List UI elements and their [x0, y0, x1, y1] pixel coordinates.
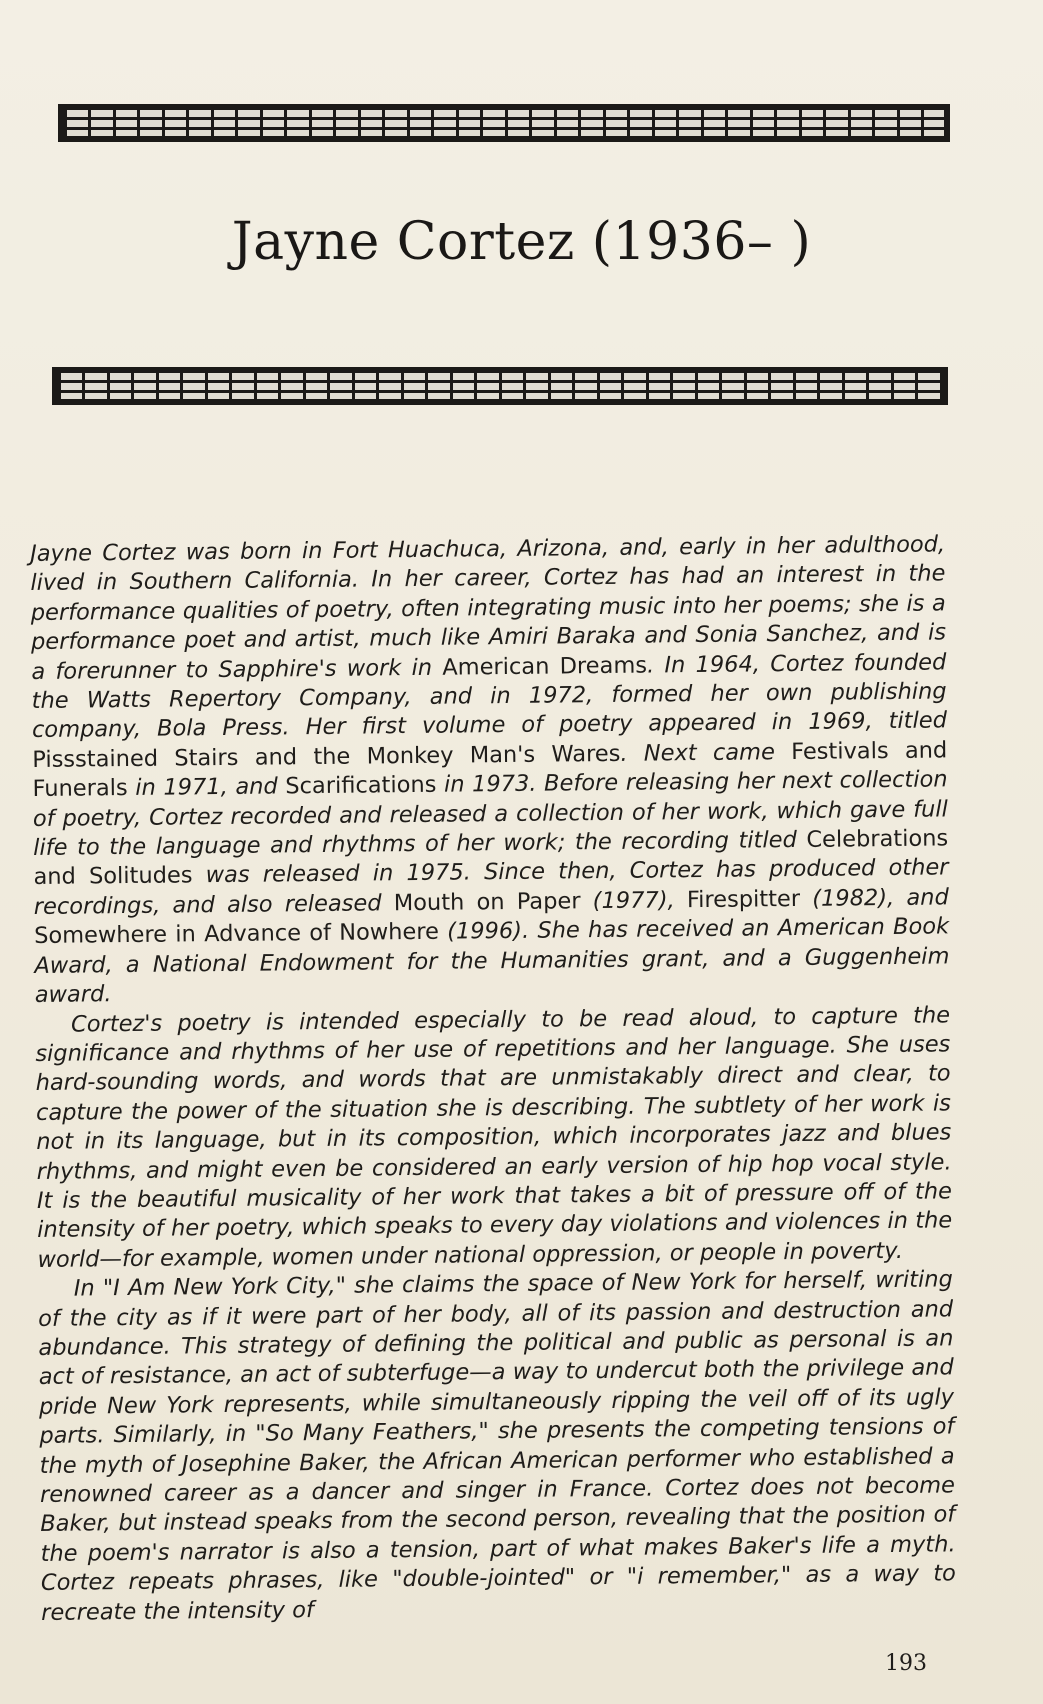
paragraph-text-segment: in 1971, and	[127, 773, 286, 802]
page-number: 193	[885, 1651, 927, 1676]
paragraph-text-segment: (1977),	[580, 887, 688, 915]
work-title-text: Scarifications	[285, 772, 437, 800]
paragraph-3	[38, 1266, 957, 1628]
greek-key-pattern	[58, 373, 942, 399]
paragraph-text-segment: (1982), and	[799, 884, 949, 912]
biography-text	[30, 530, 956, 1628]
paragraph-text-segment: In "I Am New York City," she claims the space of New York for herself, writing of the city as if it were part of her body, all of its passion and destruction and abundance. This strategy of defining the political and public as personal is an act of resistance, an act of subterfuge—a way to undercut both the privilege and pride New York represents, while simultaneously ripping the veil off of its ugly parts. Similarly, in "So Many Feathers," she presents the competing tensions of the myth of Josephine Baker, the African American performer who established a renowned career as a dancer and singer in France. Cortez does not become Baker, but instead speaks from the second person, revealing that the position of the poem's narrator is also a tension, part of what makes Baker's life a myth. Cortez repeats phrases, like "double-jointed" or "i remember," as a way to recreate the intensity of	[38, 1266, 957, 1626]
work-title-text: Mouth on Paper	[393, 888, 581, 917]
work-title-text: Festivals and Funerals	[32, 737, 948, 803]
top-decorative-border	[58, 104, 950, 142]
paragraph-text-segment: Jayne Cortez was born in Fort Huachuca, Arizona, and, early in her adulthood, lived in Southern California. In her career, Cortez has had an interest in the performance qualities of poetry, often integrating music into her poems; she is a performance poet and artist, much like Amiri Baraka and Sonia Sanchez, and is a forerunner to Sapphire's work in	[30, 531, 947, 685]
work-title-text: Somewhere in Advance of Nowhere	[34, 919, 440, 950]
page-title: Jayne Cortez (1936– )	[231, 212, 812, 272]
work-title-text: Celebrations and Solitudes	[33, 825, 949, 891]
work-title-text: American Dreams	[442, 652, 648, 681]
paragraph-text-segment: in 1973. Before releasing her next collection of poetry, Cortez recorded and released a collection of her work, which gave full life to the language and rhythms of her work; the recording titled	[32, 766, 949, 862]
paragraph-text-segment: . In 1964, Cortez founded the Watts Repertory Company, and in 1972, formed her own publishing company, Bola Press. Her first volume of poetry appeared in 1969, titled	[31, 649, 948, 744]
paragraph-2	[35, 1001, 953, 1275]
greek-key-pattern	[64, 110, 944, 136]
paragraph-1	[30, 530, 950, 1010]
paragraph-text-segment: . Next came	[620, 738, 792, 767]
paragraph-text-segment: Cortez's poetry is intended especially to be read aloud, to capture the significance and rhythms of her use of repetitions and her language. She uses hard-sounding words, and words that are unmistakably direct and clear, to capture the power of the situation she is describing. The subtlety of her work is not in its language, but in its composition, which incorporates jazz and blues rhythms, and might even be considered an early version of hip hop vocal style. It is the beautiful musicality of her work that takes a bit of pressure off of the intensity of her poetry, which speaks to every day violations and violences in the world—for example, women under national oppression, or people in poverty.	[35, 1001, 953, 1273]
bottom-decorative-border	[52, 367, 948, 405]
work-title-text: Firespitter	[686, 885, 801, 914]
paragraph-text-segment: was released in 1975. Since then, Cortez has produced other recordings, and also released	[33, 854, 949, 920]
work-title-text: Pissstained Stairs and the Monkey Man's Wares	[32, 740, 621, 773]
paragraph-text-segment: (1996). She has received an American Book Award, a National Endowment for the Humanities grant, and a Guggenheim award.	[34, 913, 950, 1009]
